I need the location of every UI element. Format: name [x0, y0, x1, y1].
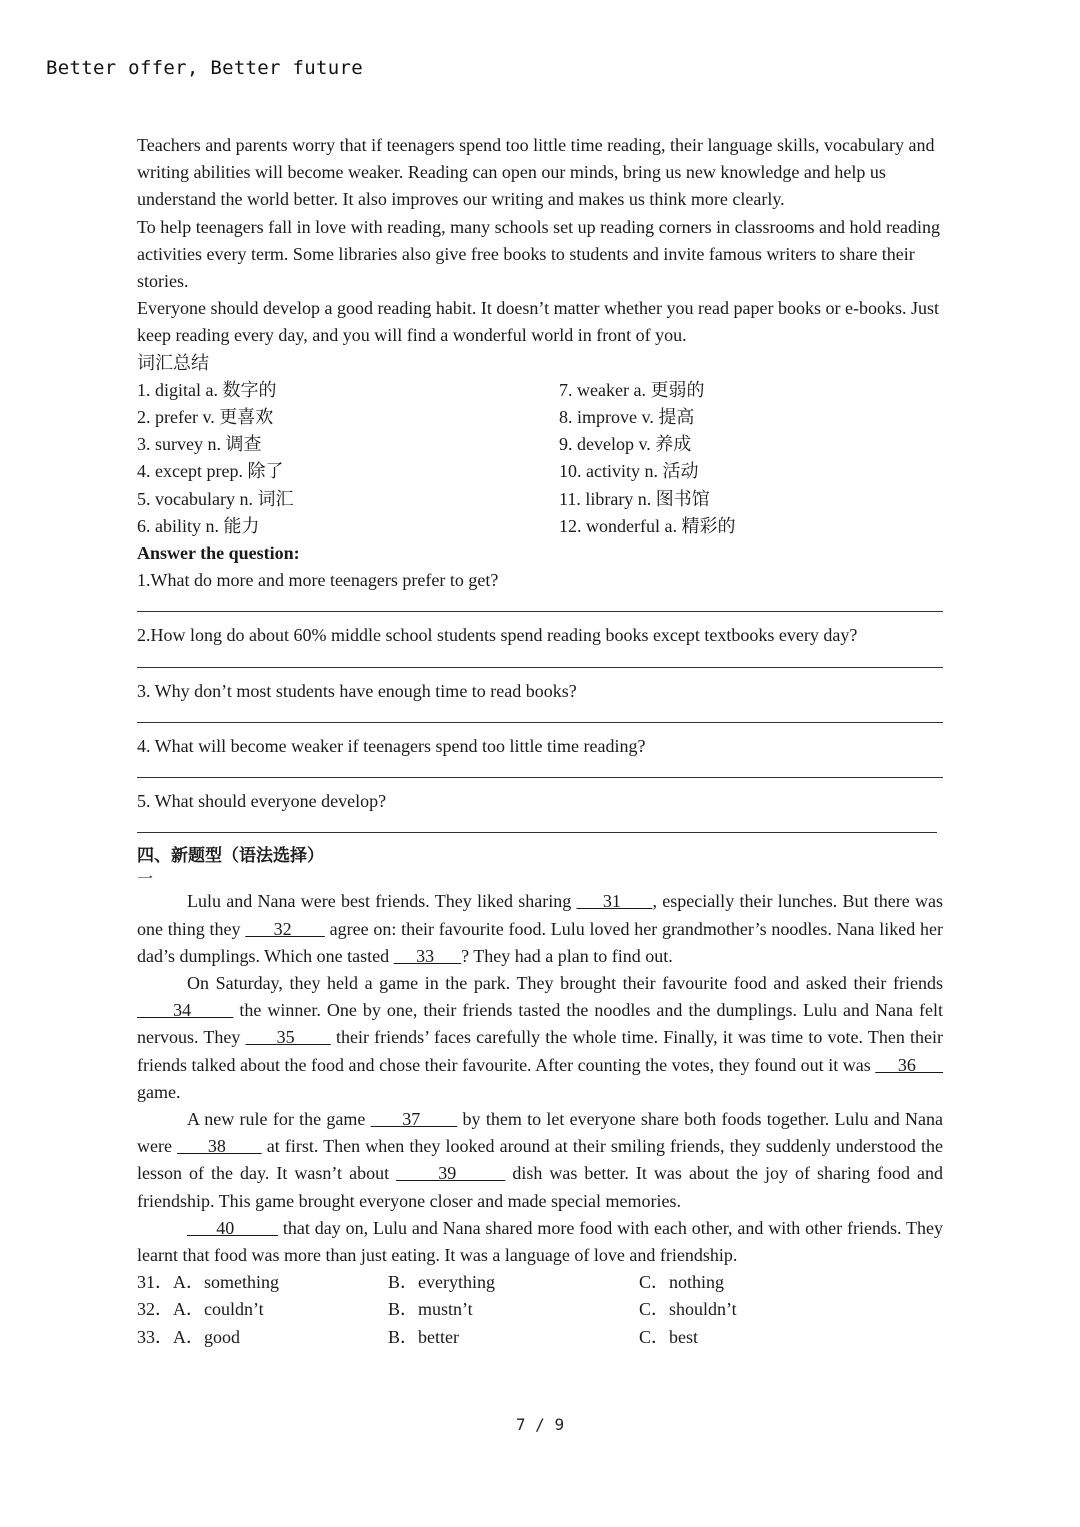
question: 5. What should everyone develop?: [137, 791, 387, 811]
option-b[interactable]: B．mustn’t: [388, 1299, 473, 1320]
cloze-text: game.: [137, 1081, 181, 1102]
question: 4. What will become weaker if teenagers spend too little time reading?: [137, 735, 646, 756]
options-list: [137, 1269, 943, 1351]
answer-line[interactable]: [137, 705, 943, 723]
vocab-item: 4. except prep. 除了: [137, 461, 284, 482]
questions-title: Answer the question:: [137, 543, 300, 564]
cloze-text: agree on: their favourite food. Lulu loved her grandmother’s noodles. Nana liked her dad’s dumplings. Which one tasted: [137, 918, 943, 966]
cloze-paragraph: [137, 1106, 943, 1215]
vocab-item: 11. library n. 图书馆: [559, 488, 710, 509]
cloze-text: On Saturday, they held a game in the park. They brought their favourite food and asked their friends: [187, 973, 943, 993]
option-b[interactable]: B．better: [388, 1326, 459, 1347]
answer-line[interactable]: [137, 815, 937, 833]
blank-35[interactable]: 35: [245, 1027, 331, 1048]
cloze-text: dish was better. It was about the joy of sharing food and friendship. This game brought everyone closer and made special memories.: [137, 1163, 944, 1211]
question: 1.What do more and more teenagers prefer to get?: [137, 570, 499, 591]
blank-38[interactable]: 38: [177, 1136, 262, 1157]
vocab-item: 1. digital a. 数字的: [137, 379, 277, 400]
cloze-text: at first. Then when they looked around at their smiling friends, they suddenly understood the lesson of the day. It wasn’t about: [137, 1136, 943, 1184]
cloze-text: A new rule for the game: [187, 1109, 371, 1130]
passage-paragraph: To help teenagers fall in love with reading, many schools set up reading corners in classrooms and hold reading activities every term. Some libraries also give free books to students and invite famous writers to share their stories.: [137, 216, 941, 292]
passage-paragraph: Teachers and parents worry that if teenagers spend too little time reading, their language skills, vocabulary and writing abilities will become weaker. Reading can open our minds, bring us new knowledge and help us understand the world better. It also improves our writing and makes us think more clearly.: [137, 135, 935, 210]
blank-32[interactable]: 32: [245, 918, 325, 939]
cloze-paragraph: [137, 888, 943, 970]
page-header: Better offer, Better future: [46, 57, 363, 79]
vocab-item: 10. activity n. 活动: [559, 461, 699, 482]
option-c[interactable]: C．nothing: [639, 1272, 725, 1293]
vocab-item: 6. ability n. 能力: [137, 515, 260, 536]
blank-36[interactable]: 36: [875, 1054, 943, 1075]
blank-34[interactable]: 34: [137, 1000, 234, 1021]
vocab-title: 词汇总结: [137, 352, 209, 373]
cloze-paragraph: [137, 1215, 943, 1269]
vocab-list: [137, 377, 943, 540]
cloze-text: ? They had a plan to find out.: [461, 945, 673, 966]
question: 3. Why don’t most students have enough time to read books?: [137, 680, 577, 701]
option-c[interactable]: C．shouldn’t: [639, 1299, 737, 1320]
cloze-text: that day on, Lulu and Nana shared more food with each other, and with other friends. They learnt that food was more than just eating. It was a language of love and friendship.: [137, 1217, 944, 1266]
option-b[interactable]: B．everything: [388, 1272, 495, 1293]
cloze-text: , especially their lunches. But there was one thing they: [137, 891, 943, 939]
vocab-item: 9. develop v. 养成: [559, 434, 692, 455]
blank-40[interactable]: 40: [187, 1217, 279, 1238]
option-a[interactable]: 33．A．good: [137, 1326, 240, 1347]
answer-line[interactable]: [137, 650, 943, 668]
cloze-paragraph: [137, 970, 943, 1106]
blank-33[interactable]: 33: [393, 945, 462, 966]
page-content: [137, 132, 943, 1351]
page-number: 7 / 9: [515, 1415, 565, 1434]
section-title: 四、新题型（语法选择）: [137, 846, 324, 867]
answer-line[interactable]: [137, 760, 943, 778]
option-a[interactable]: 32．A．couldn’t: [137, 1299, 264, 1320]
vocab-item: 12. wonderful a. 精彩的: [559, 515, 736, 536]
question: 2.How long do about 60% middle school students spend reading books except textbooks every day?: [137, 625, 858, 646]
vocab-item: 5. vocabulary n. 词汇: [137, 488, 294, 509]
vocab-item: 3. survey n. 调查: [137, 434, 262, 455]
option-a[interactable]: 31．A．something: [137, 1272, 279, 1293]
option-c[interactable]: C．best: [639, 1326, 699, 1347]
cloze-text: Lulu and Nana were best friends. They liked sharing: [187, 891, 577, 912]
cloze-text: by them to let everyone share both foods together. Lulu and Nana were: [137, 1109, 944, 1157]
vocab-item: 7. weaker a. 更弱的: [559, 379, 705, 400]
blank-37[interactable]: 37: [370, 1109, 458, 1130]
cloze-text: the winner. One by one, their friends tasted the noodles and the dumplings. Lulu and Nana felt nervous. They: [137, 1000, 944, 1048]
passage-paragraph: Everyone should develop a good reading habit. It doesn’t matter whether you read paper books or e-books. Just keep reading every day, and you will find a wonderful world in front of you.: [137, 298, 939, 346]
blank-31[interactable]: 31: [576, 891, 653, 912]
section-subtitle: 一: [137, 869, 154, 889]
vocab-item: 2. prefer v. 更喜欢: [137, 407, 274, 428]
blank-39[interactable]: 39: [396, 1163, 506, 1184]
cloze-text: their friends’ faces carefully the whole time. Finally, it was time to vote. Then their friends talked about the food and chose their favourite. After counting the votes, they found out it was: [137, 1027, 944, 1075]
answer-line[interactable]: [137, 594, 943, 612]
vocab-item: 8. improve v. 提高: [559, 407, 695, 428]
